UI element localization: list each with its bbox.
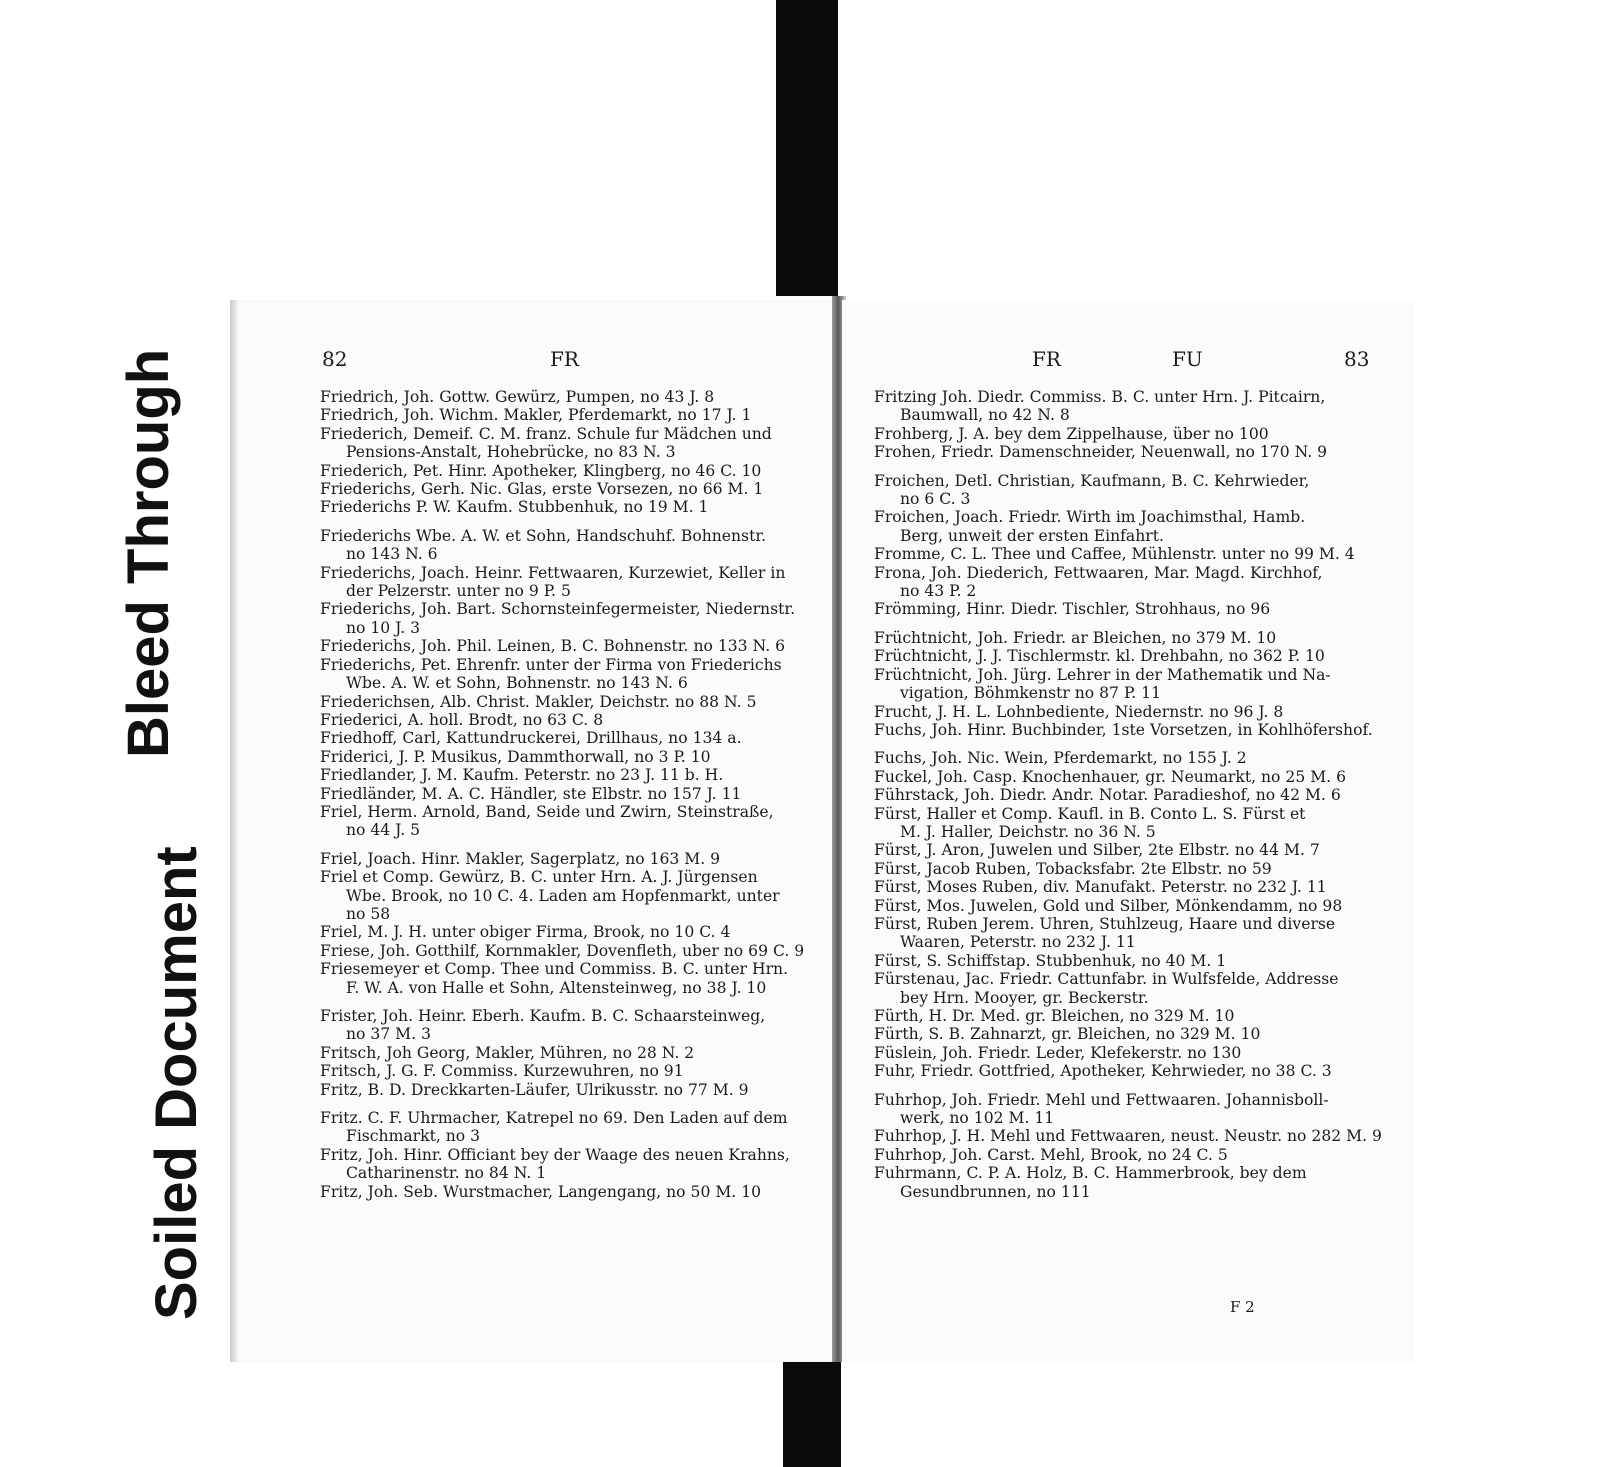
entry-line: Frohberg, J. A. bey dem Zippelhause, über no 100 — [874, 424, 1269, 443]
directory-entry — [874, 629, 1364, 647]
entry-line: Friederichs Wbe. A. W. et Sohn, Handschuhf. Bohnenstr. — [320, 526, 767, 545]
entry-line: Friedrich, Joh. Wichm. Makler, Pferdemarkt, no 17 J. 1 — [320, 406, 752, 425]
entry-line: Friederichs, Joach. Heinr. Fettwaaren, Kurzewiet, Keller in — [320, 563, 786, 582]
directory-entry — [320, 748, 810, 766]
entry-line: Fritz, B. D. Dreckkarten-Läufer, Ulrikusstr. no 77 M. 9 — [320, 1080, 749, 1099]
directory-entry — [874, 1025, 1364, 1043]
directory-entry — [874, 878, 1364, 896]
entry-continuation-line: bey Hrn. Mooyer, gr. Beckerstr. — [900, 988, 1149, 1007]
directory-entry — [874, 508, 1364, 545]
entry-continuation-line: vigation, Böhmkenstr no 87 P. 11 — [900, 684, 1162, 703]
directory-entry — [320, 1109, 810, 1146]
directory-entry — [874, 1007, 1364, 1025]
directory-entry — [874, 915, 1364, 952]
entry-line: Fürst, Ruben Jerem. Uhren, Stuhlzeug, Haare und diverse — [874, 914, 1336, 933]
directory-entry — [320, 600, 810, 637]
entry-line: Friederici, A. holl. Brodt, no 63 C. 8 — [320, 710, 604, 729]
directory-entry — [874, 666, 1364, 703]
entry-line: Fritz, Joh. Hinr. Officiant bey der Waage des neuen Krahns, — [320, 1145, 790, 1164]
directory-entry — [320, 1062, 810, 1080]
entry-line: Friel, M. J. H. unter obiger Firma, Brook, no 10 C. 4 — [320, 923, 731, 942]
entry-continuation-line: Wbe. Brook, no 10 C. 4. Laden am Hopfenmarkt, unter — [346, 886, 780, 905]
entry-line: Friedlander, J. M. Kaufm. Peterstr. no 23 J. 11 b. H. — [320, 766, 724, 785]
entry-line: Fuchs, Joh. Nic. Wein, Pferdemarkt, no 155 J. 2 — [874, 749, 1247, 768]
directory-entry — [320, 960, 810, 997]
entry-line: Fuchs, Joh. Hinr. Buchbinder, 1ste Vorsetzen, in Kohlhöfershof. — [874, 720, 1373, 739]
entry-line: Fürstenau, Jac. Friedr. Cattunfabr. in Wulfsfelde, Addresse — [874, 970, 1339, 989]
entry-continuation-line: Berg, unweit der ersten Einfahrt. — [900, 526, 1164, 545]
entry-line: Fürst, J. Aron, Juwelen und Silber, 2te Elbstr. no 44 M. 7 — [874, 841, 1320, 860]
entry-line: Fromme, C. L. Thee und Caffee, Mühlenstr. unter no 99 M. 4 — [874, 545, 1355, 564]
entry-line: Friederichsen, Alb. Christ. Makler, Deichstr. no 88 N. 5 — [320, 692, 757, 711]
entry-line: Fuhrhop, Joh. Friedr. Mehl und Fettwaaren. Johannisboll- — [874, 1090, 1329, 1109]
directory-entry — [874, 1164, 1364, 1201]
directory-entry — [874, 1091, 1364, 1128]
entry-line: Fuhrhop, Joh. Carst. Mehl, Brook, no 24 C. 5 — [874, 1145, 1228, 1164]
entry-line: Friederich, Pet. Hinr. Apotheker, Klingberg, no 46 C. 10 — [320, 461, 762, 480]
entry-continuation-line: Fischmarkt, no 3 — [346, 1127, 481, 1146]
entry-continuation-line: Pensions-Anstalt, Hohebrücke, no 83 N. 3 — [346, 443, 676, 462]
directory-entry — [874, 1146, 1364, 1164]
directory-entry — [874, 388, 1364, 425]
directory-entry — [874, 970, 1364, 1007]
entry-line: Fürth, S. B. Zahnarzt, gr. Bleichen, no 329 M. 10 — [874, 1025, 1261, 1044]
entry-line: Friel, Joach. Hinr. Makler, Sagerplatz, no 163 M. 9 — [320, 849, 721, 868]
entry-line: Friederichs P. W. Kaufm. Stubbenhuk, no 19 M. 1 — [320, 498, 709, 517]
entry-line: Friel, Herm. Arnold, Band, Seide und Zwirn, Steinstraße, — [320, 802, 774, 821]
entry-line: Frohen, Friedr. Damenschneider, Neuenwall, no 170 N. 9 — [874, 443, 1328, 462]
entry-continuation-line: no 10 J. 3 — [346, 618, 421, 637]
top-binding-strip — [776, 0, 838, 296]
directory-entry — [320, 729, 810, 747]
entry-line: Frömming, Hinr. Diedr. Tischler, Strohhaus, no 96 — [874, 600, 1271, 619]
entry-line: Fritsch, Joh Georg, Makler, Mühren, no 28 N. 2 — [320, 1043, 695, 1062]
directory-entry — [320, 693, 810, 711]
entry-continuation-line: Gesundbrunnen, no 111 — [900, 1182, 1091, 1201]
entry-line: Friederichs, Joh. Bart. Schornsteinfegermeister, Niedernstr. — [320, 600, 796, 619]
entry-line: Fürst, Moses Ruben, div. Manufakt. Peterstr. no 232 J. 11 — [874, 878, 1327, 897]
directory-entry — [320, 803, 810, 840]
directory-entry — [874, 443, 1364, 461]
directory-entry — [874, 1062, 1364, 1080]
right-page-header-right: FU — [1172, 347, 1203, 371]
entry-line: Fuhrmann, C. P. A. Holz, B. C. Hammerbrook, bey dem — [874, 1164, 1307, 1183]
directory-entry — [874, 786, 1364, 804]
directory-entry — [874, 860, 1364, 878]
entry-line: Frister, Joh. Heinr. Eberh. Kaufm. B. C. Schaarsteinweg, — [320, 1007, 766, 1025]
directory-entry — [320, 406, 810, 424]
entry-line: Friederichs, Gerh. Nic. Glas, erste Vorsezen, no 66 M. 1 — [320, 480, 764, 499]
directory-entry — [320, 1044, 810, 1062]
entry-continuation-line: no 6 C. 3 — [900, 490, 971, 509]
directory-entry — [320, 480, 810, 498]
entry-line: Frona, Joh. Diederich, Fettwaaren, Mar. Magd. Kirchhof, — [874, 563, 1323, 582]
directory-entry — [874, 600, 1364, 618]
directory-entry — [320, 850, 810, 868]
directory-entry — [320, 942, 810, 960]
directory-entry — [320, 564, 810, 601]
directory-entry — [320, 425, 810, 462]
right-page-number: 83 — [1344, 347, 1370, 371]
entry-continuation-line: no 37 M. 3 — [346, 1025, 431, 1044]
entry-line: Früchtnicht, Joh. Jürg. Lehrer in der Mathematik und Na- — [874, 665, 1331, 684]
entry-line: Fürst, Mos. Juwelen, Gold und Silber, Mönkendamm, no 98 — [874, 896, 1343, 915]
directory-entry — [320, 1183, 810, 1201]
bottom-binding-strip — [783, 1355, 841, 1467]
directory-entry — [874, 545, 1364, 563]
entry-line: Friel et Comp. Gewürz, B. C. unter Hrn. A. J. Jürgensen — [320, 868, 758, 887]
entry-continuation-line: Catharinenstr. no 84 N. 1 — [346, 1164, 547, 1183]
entry-line: Fritzing Joh. Diedr. Commiss. B. C. unter Hrn. J. Pitcairn, — [874, 388, 1326, 406]
entry-line: Fritz. C. F. Uhrmacher, Katrepel no 69. Den Laden auf dem — [320, 1109, 788, 1128]
left-page-number: 82 — [322, 347, 348, 371]
entry-line: Friesemeyer et Comp. Thee und Commiss. B. C. unter Hrn. — [320, 960, 789, 979]
entry-line: Führstack, Joh. Diedr. Andr. Notar. Paradieshof, no 42 M. 6 — [874, 786, 1341, 805]
bleed-through-stamp: Bleed Through — [116, 348, 181, 758]
left-page-header: FR — [550, 347, 579, 371]
directory-entry — [320, 905, 810, 923]
soiled-document-stamp: Soiled Document — [144, 846, 209, 1320]
entry-line: Friedländer, M. A. C. Händler, ste Elbstr. no 157 J. 11 — [320, 784, 742, 803]
directory-entry — [874, 952, 1364, 970]
directory-entry — [320, 656, 810, 693]
directory-entry — [320, 498, 810, 516]
directory-entry — [320, 1081, 810, 1099]
directory-entry — [874, 768, 1364, 786]
directory-entry — [874, 703, 1364, 721]
right-page — [842, 300, 1414, 1362]
directory-entry — [320, 637, 810, 655]
left-running-head — [232, 347, 836, 377]
entry-line: Fürth, H. Dr. Med. gr. Bleichen, no 329 M. 10 — [874, 1007, 1235, 1025]
directory-entry — [320, 711, 810, 729]
directory-entry — [320, 462, 810, 480]
directory-entry — [320, 388, 810, 406]
entry-continuation-line: Baumwall, no 42 N. 8 — [900, 406, 1070, 425]
entry-continuation-line: der Pelzerstr. unter no 9 P. 5 — [346, 582, 571, 601]
entry-line: Friderici, J. P. Musikus, Dammthorwall, no 3 P. 10 — [320, 747, 711, 766]
right-page-header-left: FR — [1032, 347, 1061, 371]
entry-continuation-line: werk, no 102 M. 11 — [900, 1109, 1055, 1128]
entry-continuation-line: no 43 P. 2 — [900, 582, 977, 601]
directory-entry — [874, 720, 1373, 739]
entry-line: Fritz, Joh. Seb. Wurstmacher, Langengang, no 50 M. 10 — [320, 1182, 762, 1201]
entry-continuation-line: F. W. A. von Halle et Sohn, Altensteinweg, no 38 J. 10 — [346, 978, 767, 997]
directory-entry — [874, 841, 1364, 859]
directory-entry — [320, 785, 810, 803]
directory-entry — [874, 425, 1364, 443]
entry-continuation-line: M. J. Haller, Deichstr. no 36 N. 5 — [900, 822, 1156, 841]
left-entry-list — [320, 388, 810, 1201]
directory-entry — [874, 749, 1364, 767]
directory-entry — [320, 1007, 810, 1044]
entry-line: Früchtnicht, Joh. Friedr. ar Bleichen, no 379 M. 10 — [874, 628, 1277, 647]
entry-line: Froichen, Detl. Christian, Kaufmann, B. C. Kehrwieder, — [874, 471, 1310, 490]
directory-entry — [874, 564, 1364, 601]
directory-entry — [874, 805, 1364, 842]
entry-line: Friederichs, Pet. Ehrenfr. unter der Firma von Friederichs — [320, 655, 782, 674]
entry-line: Fuckel, Joh. Casp. Knochenhauer, gr. Neumarkt, no 25 M. 6 — [874, 767, 1346, 786]
directory-entry — [320, 766, 810, 784]
right-running-head — [842, 347, 1414, 377]
directory-entry — [320, 527, 810, 564]
entry-line: Fuhrhop, J. H. Mehl und Fettwaaren, neust. Neustr. no 282 M. 9 — [874, 1127, 1382, 1146]
directory-entry — [874, 897, 1364, 915]
entry-line: Froichen, Joach. Friedr. Wirth im Joachimsthal, Hamb. — [874, 508, 1306, 527]
directory-entry — [874, 647, 1364, 665]
entry-line: no 58 — [346, 904, 391, 923]
entry-continuation-line: no 44 J. 5 — [346, 821, 421, 840]
entry-continuation-line: Wbe. A. W. et Sohn, Bohnenstr. no 143 N. 6 — [346, 674, 688, 693]
directory-entry — [874, 1127, 1382, 1146]
directory-entry — [874, 472, 1364, 509]
entry-continuation-line: Waaren, Peterstr. no 232 J. 11 — [900, 933, 1136, 952]
entry-line: Früchtnicht, J. J. Tischlermstr. kl. Drehbahn, no 362 P. 10 — [874, 647, 1325, 666]
entry-line: Frucht, J. H. L. Lohnbediente, Niedernstr. no 96 J. 8 — [874, 702, 1284, 721]
entry-line: Friederich, Demeif. C. M. franz. Schule fur Mädchen und — [320, 424, 772, 443]
directory-entry — [320, 1146, 810, 1183]
entry-line: Füslein, Joh. Friedr. Leder, Klefekerstr. no 130 — [874, 1043, 1242, 1062]
entry-line: Friedrich, Joh. Gottw. Gewürz, Pumpen, no 43 J. 8 — [320, 388, 715, 406]
right-entry-list — [874, 388, 1382, 1201]
directory-entry — [320, 868, 810, 905]
entry-line: Friedhoff, Carl, Kattundruckerei, Drillhaus, no 134 a. — [320, 729, 742, 748]
directory-entry — [320, 923, 810, 941]
entry-line: Fürst, S. Schiffstap. Stubbenhuk, no 40 M. 1 — [874, 951, 1227, 970]
entry-line: Friederichs, Joh. Phil. Leinen, B. C. Bohnenstr. no 133 N. 6 — [320, 637, 786, 656]
entry-line: Fuhr, Friedr. Gottfried, Apotheker, Kehrwieder, no 38 C. 3 — [874, 1062, 1332, 1081]
entry-line: Fritsch, J. G. F. Commiss. Kurzewuhren, no 91 — [320, 1062, 684, 1081]
entry-continuation-line: no 143 N. 6 — [346, 545, 438, 564]
entry-line: Fürst, Haller et Comp. Kaufl. in B. Conto L. S. Fürst et — [874, 804, 1306, 823]
left-page — [230, 300, 836, 1362]
entry-line: Friese, Joh. Gotthilf, Kornmakler, Dovenfleth, uber no 69 C. 9 — [320, 941, 805, 960]
directory-entry — [874, 1044, 1364, 1062]
signature-mark: F 2 — [1230, 1298, 1255, 1316]
entry-line: Fürst, Jacob Ruben, Tobacksfabr. 2te Elbstr. no 59 — [874, 859, 1272, 878]
